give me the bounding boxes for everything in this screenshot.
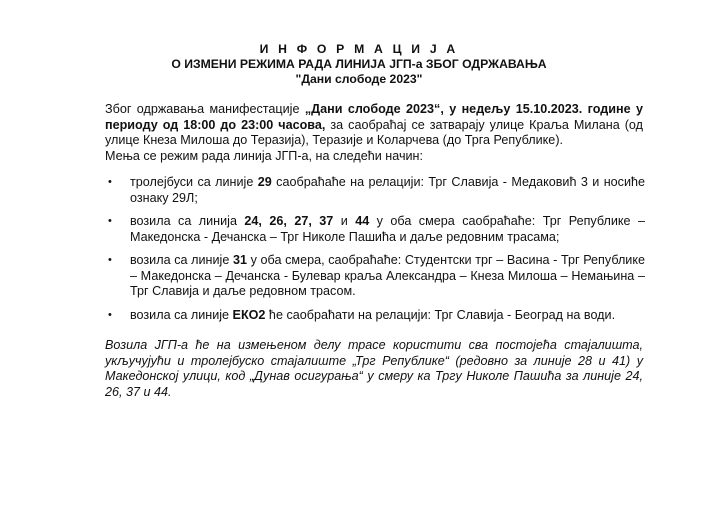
line-number: 44 (355, 214, 370, 228)
intro-section (105, 102, 643, 164)
item-text: ће саобраћати на релацији: Трг Славија - Београд на води. (265, 307, 616, 322)
intro-text-start: Због одржавања манифестације (105, 102, 305, 116)
document-header (0, 42, 718, 87)
bullet-icon: • (108, 254, 112, 266)
line-number: 31 (232, 253, 247, 267)
list-item (105, 253, 645, 300)
item-text: возила са линије (130, 253, 233, 267)
item-text: возила са линија (130, 214, 245, 228)
item-text: у оба смера саобраћаће: Трг Републике – Македонска - Дечанска – Трг Николе Пашића и даље редовним трасама; (130, 214, 645, 244)
bullet-icon: • (108, 176, 112, 188)
line-number: 29 (257, 175, 272, 189)
intro-text-end: за саобраћај се затварају улице Краља Милана (од улице Кнеза Милоша до Теразија), Теразије и Коларчева (до Трга Републике). (105, 117, 643, 147)
intro-paragraph (105, 102, 643, 149)
bullet-icon: • (108, 215, 112, 227)
changes-list (105, 175, 645, 331)
list-item (105, 214, 645, 245)
item-text: и (333, 214, 356, 228)
line-number: 24, 26, 27, 37 (244, 214, 334, 228)
item-text: у оба смера, саобраћаће: Студентски трг – Васина - Трг Републике – Македонска – Дечанска - Булевар краља Александра – Кнеза Милоша – Немањина – Трг Славија и даље редовном трасом. (130, 253, 645, 298)
stops-note: Возила ЈГП-а ће на измењеном делу трасе користити сва постојећа стајалишта, укључујући и тролејбуско стајалиште „Трг Републике“ (редовно за линије 28 и 41) у Македонској улици, код „Дунав осигурања“ у смеру ка Тргу Николе Пашића за линије 24, 26, 37 и 44. (105, 338, 643, 399)
line-number: ЕКО2 (232, 307, 266, 322)
document-title: И Н Ф О Р М А Ц И Ј А (259, 42, 459, 56)
document-subtitle: О ИЗМЕНИ РЕЖИМА РАДА ЛИНИЈА ЈГП-а ЗБОГ ОДРЖАВАЊА (171, 57, 547, 71)
intro-event-date: „Дани слободе 2023“, у недељу 15.10.2023. године у периоду од 18:00 до 23:00 часова, (105, 102, 643, 132)
event-name: "Дани слободе 2023" (295, 72, 423, 86)
item-text: возила са линије (130, 307, 233, 322)
item-text: саобраћаће на релацији: Трг Славија - Медаковић 3 и носиће ознаку 29Л; (130, 175, 646, 205)
bullet-icon: • (108, 308, 112, 321)
item-text: тролејбуси са линије (130, 175, 258, 189)
intro-change-line: Мења се режим рада линија ЈГП-а, на следећи начин: (105, 148, 424, 163)
list-item (105, 175, 645, 206)
list-item (105, 308, 645, 324)
